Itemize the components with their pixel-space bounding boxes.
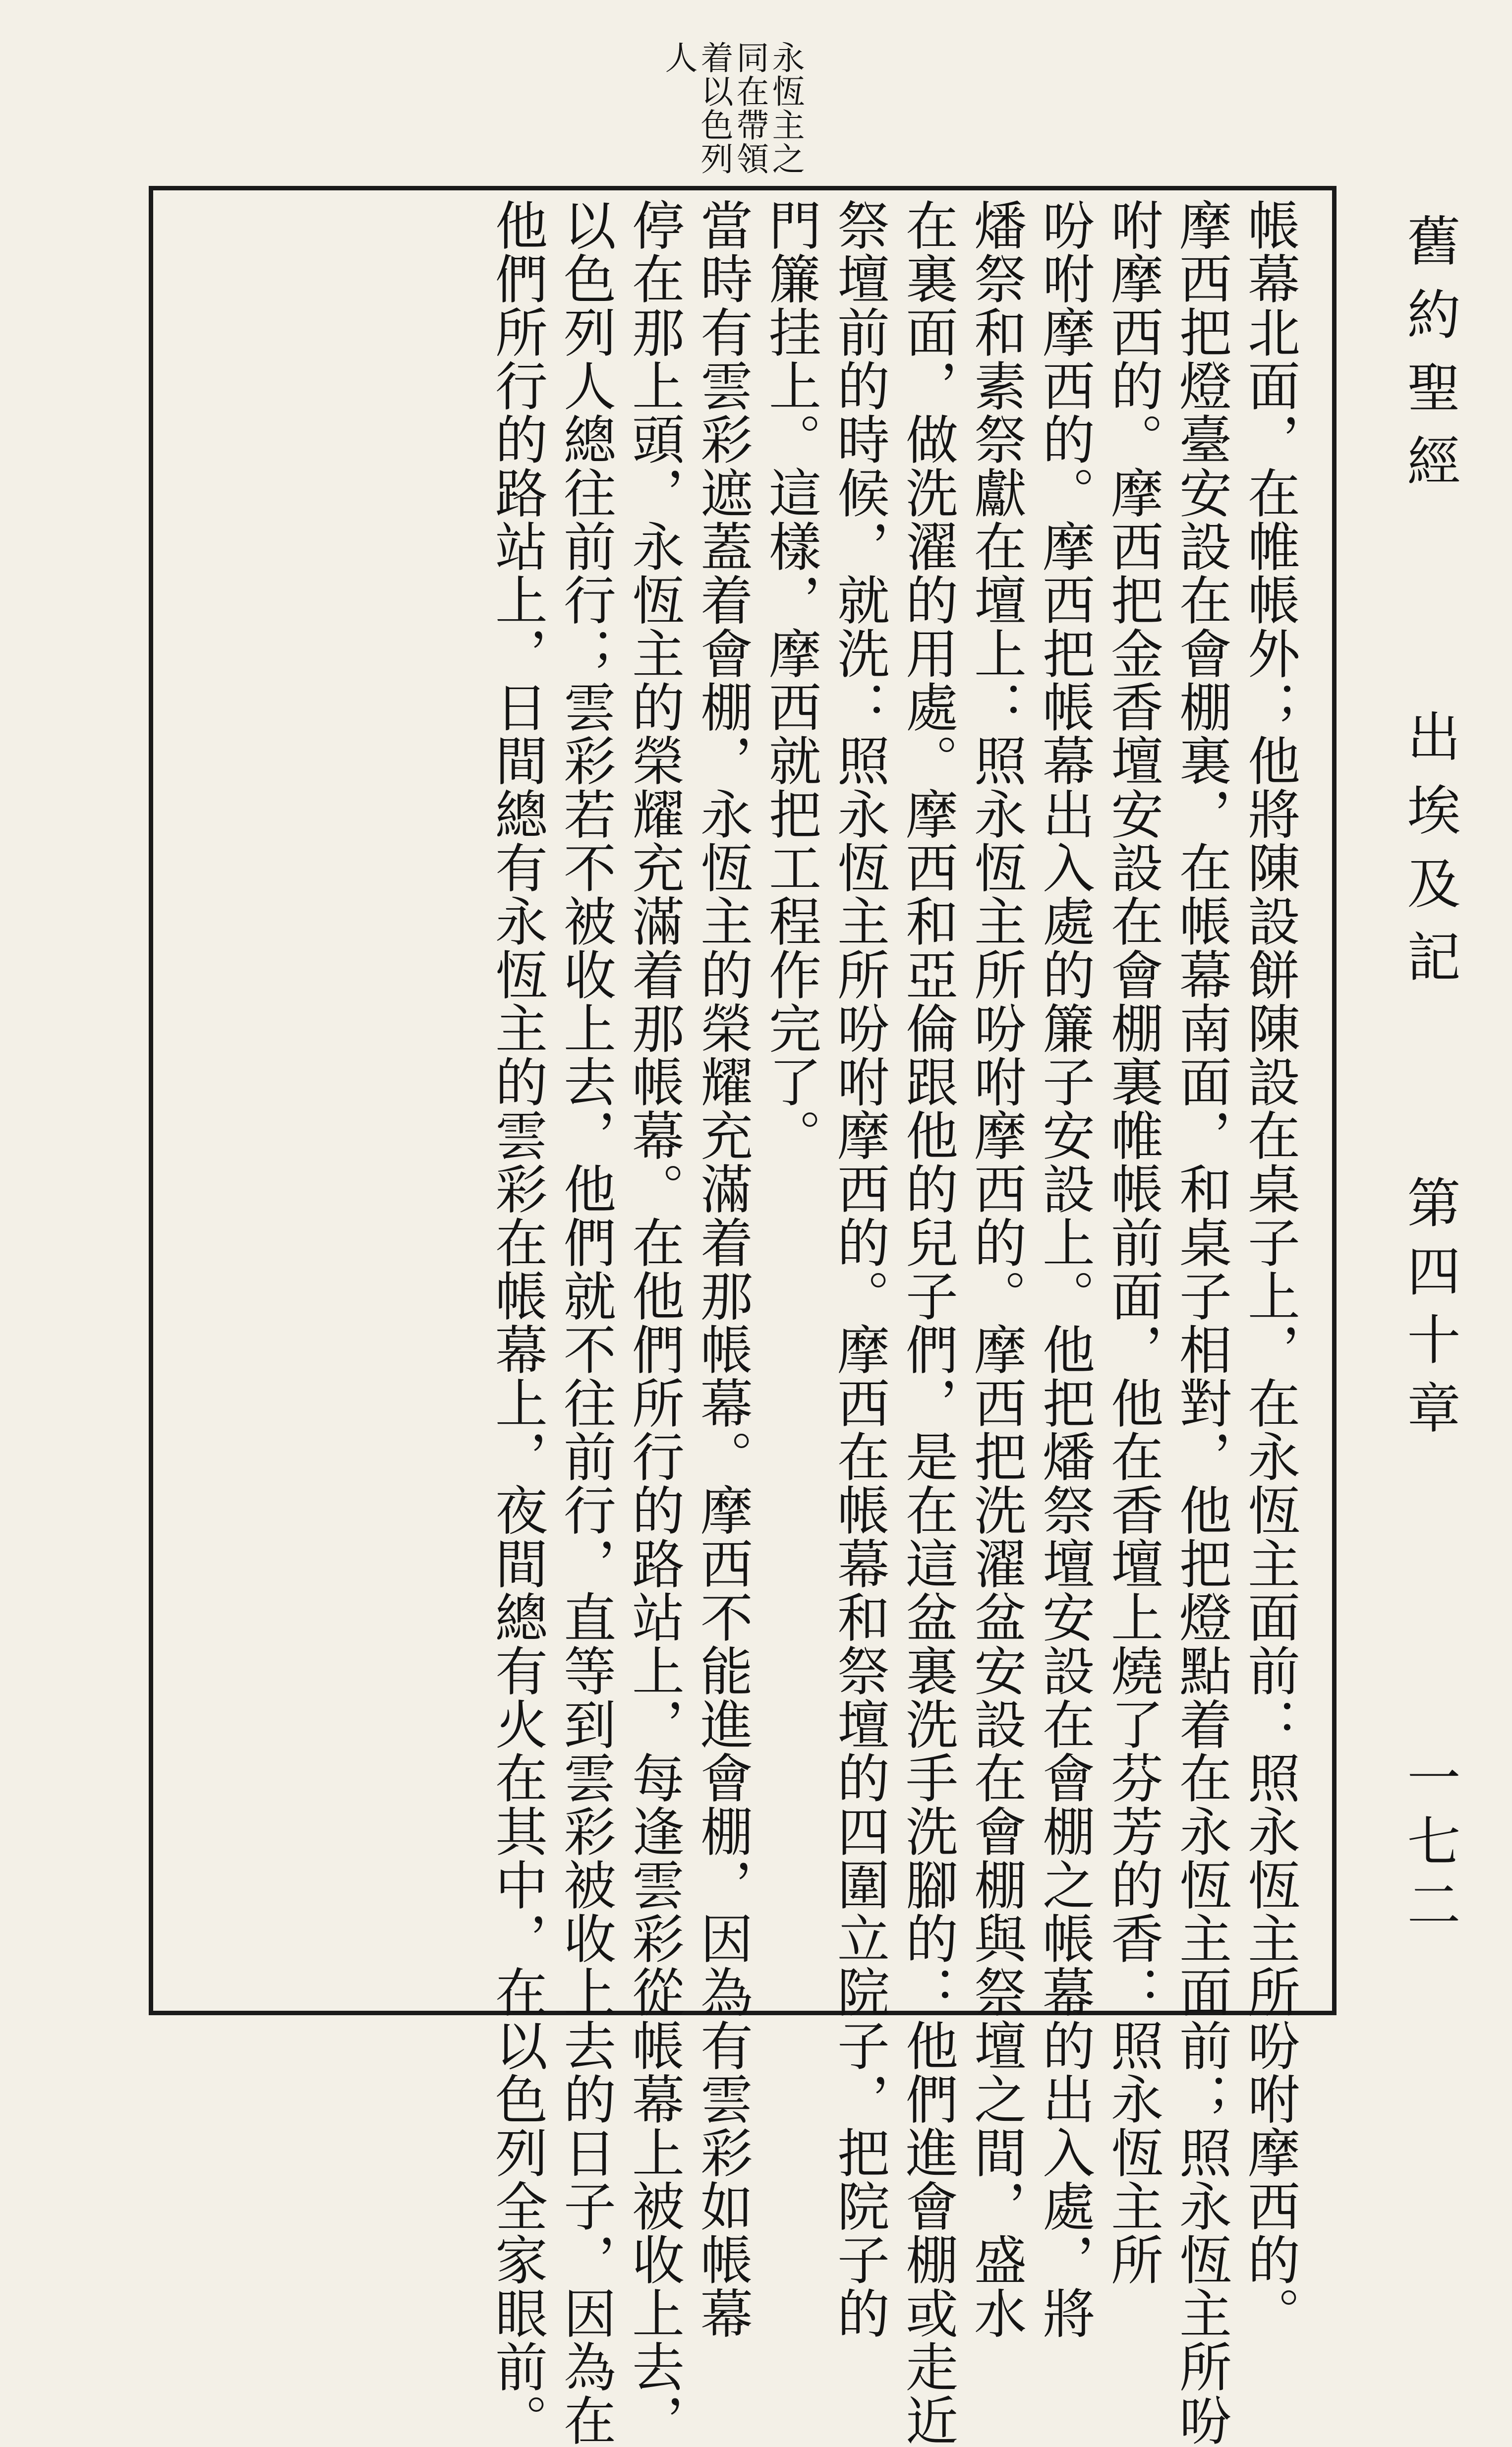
book-title: 舊約聖經: [1398, 213, 1460, 507]
text-column: 帳幕北面，在帷帳外；他將陳設餅陳設在桌子上，在永恆主面前：照永恆主所吩咐摩西的。: [1239, 198, 1300, 2340]
text-column: 門簾挂上。這樣，摩西就把工程作完了。: [760, 198, 821, 1162]
text-column: 在裏面，做洗濯的用處。摩西和亞倫跟他的兒子們，是在這盆裏洗手洗腳的：他們進會棚或走近: [897, 198, 958, 2447]
side-note-line: 永恆主之: [766, 41, 805, 175]
text-column: 以色列人總往前行；雲彩若不被收上去，他們就不往前行，直等到雲彩被收上去的日子，因為在: [555, 198, 616, 2447]
text-column: 燔祭和素祭獻在壇上：照永恆主所吩咐摩西的。摩西把洗濯盆安設在會棚與祭壇之間，盛水: [966, 198, 1027, 2340]
chapter-title: 第四十章: [1398, 1175, 1460, 1449]
side-note-line: 同在帶領: [731, 41, 769, 175]
side-note: [659, 41, 803, 189]
running-header: [1398, 208, 1467, 1993]
bleed-through-texture: [421, 50, 669, 198]
text-column: 他們所行的路站上，日間總有永恆主的雲彩在帳幕上，夜間總有火在其中，在以色列全家眼前。: [487, 198, 548, 2447]
text-column: 咐摩西的。摩西把金香壇安設在會棚裏帷帳前面，他在香壇上燒了芬芳的香：照永恆主所: [1103, 198, 1163, 2286]
text-column: 當時有雲彩遮蓋着會棚，永恆主的榮耀充滿着那帳幕。摩西不能進會棚，因為有雲彩如帳幕: [692, 198, 753, 2340]
book-name: 出埃及記: [1398, 709, 1460, 1002]
text-column: 祭壇前的時候，就洗：照永恆主所吩咐摩西的。摩西在帳幕和祭壇的四圍立院子，把院子的: [829, 198, 890, 2340]
side-note-line: 人: [659, 41, 698, 74]
text-column: 吩咐摩西的。摩西把帳幕出入處的簾子安設上。他把燔祭壇安設在會棚之帳幕的出入處，將: [1034, 198, 1095, 2340]
text-column: 停在那上頭，永恆主的榮耀充滿着那帳幕。在他們所行的路站上，每逢雲彩從帳幕上被收上去，: [624, 198, 685, 2447]
page-number: 一七二: [1398, 1750, 1460, 1940]
side-note-line: 着以色列: [695, 41, 733, 175]
body-text: [487, 198, 1304, 2447]
text-column: 摩西把燈臺安設在會棚裏，在帳幕南面，和桌子相對，他把燈點着在永恆主面前；照永恆主所吩: [1171, 198, 1232, 2447]
